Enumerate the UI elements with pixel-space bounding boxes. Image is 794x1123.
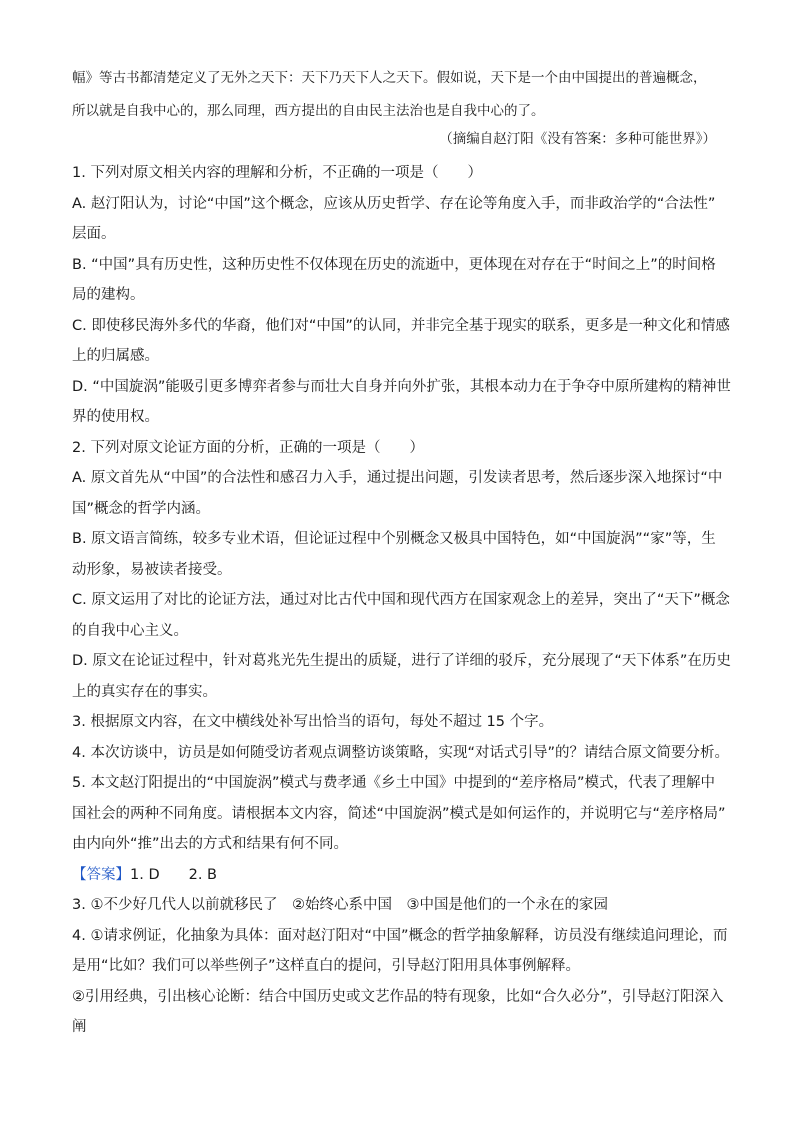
question-line: 1. 下列对原文相关内容的理解和分析，不正确的一项是（ ） bbox=[72, 165, 482, 181]
question-line: 国”概念的哲学内涵。 bbox=[72, 500, 211, 517]
question-line: 4. 本次访谈中，访员是如何随受访者观点调整访谈策略，实现“对话式引导”的？请结合原文简要分析。 bbox=[72, 744, 729, 761]
question-line: 上的归属感。 bbox=[72, 348, 159, 364]
answer-tag: 【答案】 bbox=[72, 866, 130, 883]
intro-line-2: 所以就是自我中心的，那么同理，西方提出的自由民主法治也是自我中心的了。 bbox=[72, 103, 545, 119]
question-line: D. 原文在论证过程中，针对葛兆光先生提出的质疑，进行了详细的驳斥，充分展现了“天下体系”在历史 bbox=[72, 653, 731, 669]
question-line: 5. 本文赵汀阳提出的“中国旋涡”模式与费孝通《乡土中国》中提到的“差序格局”模式，代表了理解中 bbox=[72, 775, 715, 791]
question-line: D. “中国旋涡”能吸引更多博弈者参与而壮大自身并向外扩张，其根本动力在于争夺中原所建构的精神世 bbox=[72, 378, 731, 395]
answer-q4 bbox=[72, 921, 732, 1043]
question-line: 界的使用权。 bbox=[72, 409, 159, 425]
question-line: 的自我中心主义。 bbox=[72, 622, 188, 639]
question-line: A. 赵汀阳认为，讨论“中国”这个概念，应该从历史哲学、存在论等角度入手，而非政治学的“合法性” bbox=[72, 195, 716, 212]
answer-q4-line: 是用“比如？我们可以举些例子”这样直白的提问，引导赵汀阳用具体事例解释。 bbox=[72, 958, 581, 974]
source-citation: （摘编自赵汀阳《没有答案：多种可能世界》） bbox=[439, 131, 716, 147]
question-line: C. 即使移民海外多代的华裔，他们对“中国”的认同，并非完全基于现实的联系，更多是一种文化和情感 bbox=[72, 317, 730, 334]
question-line: 由内向外“推”出去的方式和结果有何不同。 bbox=[72, 836, 349, 852]
answer-line-1 bbox=[72, 860, 732, 891]
answer-q1-q2: 1. D 2. B bbox=[130, 866, 217, 883]
question-line: 层面。 bbox=[72, 226, 116, 242]
question-line: 国社会的两种不同角度。请根据本文内容，简述“中国旋涡”模式是如何运作的，并说明它与“差序格局” bbox=[72, 805, 726, 822]
question-line: 局的建构。 bbox=[72, 287, 145, 303]
answer-q3: 3. ①不少好几代人以前就移民了 ②始终心系中国 ③中国是他们的一个永在的家园 bbox=[72, 897, 608, 913]
question-line: C. 原文运用了对比的论证方法，通过对比古代中国和现代西方在国家观念上的差异，突出了“天下”概念 bbox=[72, 592, 730, 608]
question-line: 动形象，易被读者接受。 bbox=[72, 561, 232, 578]
intro-line-1: 幅》等古书都清楚定义了无外之天下：天下乃天下人之天下。假如说，天下是一个由中国提出的普遍概念， bbox=[72, 70, 707, 86]
question-answer-section bbox=[72, 158, 732, 1043]
question-line: 2. 下列对原文论证方面的分析，正确的一项是（ ） bbox=[72, 439, 424, 456]
questions-list bbox=[72, 158, 732, 860]
question-line: 上的真实存在的事实。 bbox=[72, 683, 217, 700]
answer-q4-line: ②引用经典，引出核心论断：结合中国历史或文艺作品的特有现象，比如“合久必分”，引导赵汀阳深入阐 bbox=[72, 988, 724, 1035]
answer-q4-line: 4. ①请求例证，化抽象为具体：面对赵汀阳对“中国”概念的哲学抽象解释，访员没有继续追问理论，而 bbox=[72, 927, 728, 944]
question-line: A. 原文首先从“中国”的合法性和感召力入手，通过提出问题，引发读者思考，然后逐步深入地探讨“中 bbox=[72, 470, 723, 486]
question-line: B. “中国”具有历史性，这种历史性不仅体现在历史的流逝中，更体现在对存在于“时间之上”的时间格 bbox=[72, 256, 716, 273]
question-line: 3. 根据原文内容，在文中横线处补写出恰当的语句，每处不超过 15 个字。 bbox=[72, 714, 554, 730]
question-line: B. 原文语言简练，较多专业术语，但论证过程中个别概念又极具中国特色，如“中国旋涡”“家”等，生 bbox=[72, 531, 716, 547]
